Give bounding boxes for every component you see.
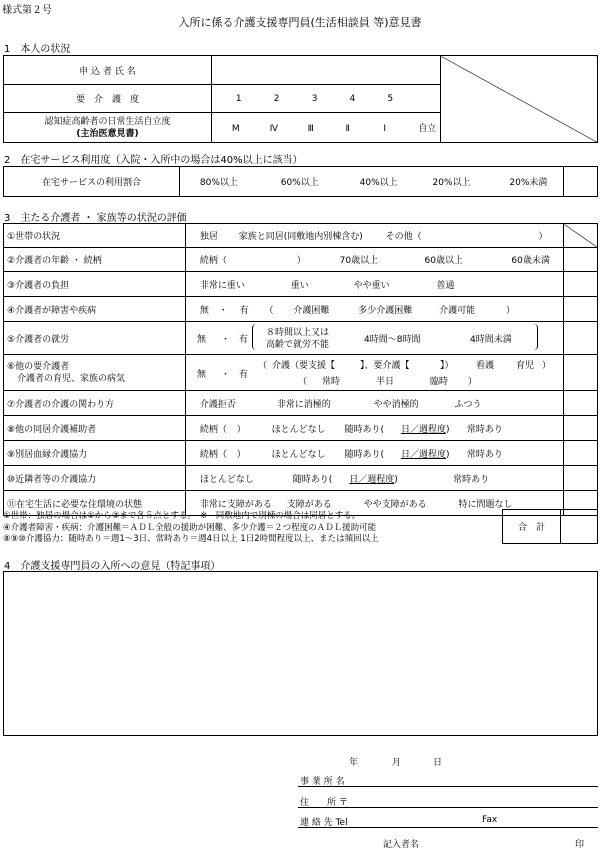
score-cell[interactable]	[564, 466, 598, 491]
paren-open: （	[264, 305, 274, 316]
neighbors-options[interactable]	[186, 466, 564, 491]
row-label-environment: ⑪在宅生活に必要な住環境の状態	[4, 491, 186, 516]
paren-close: ）	[468, 377, 478, 387]
section2-heading: 2 在宅サービス利用度（入院・入所中の場合は40%以上に該当）	[4, 155, 303, 166]
opt-somewhat-problematic[interactable]: やや支障がある	[363, 499, 427, 510]
opt-burden-normal[interactable]: 普通	[436, 280, 455, 291]
note-2: ④介護者障害・疾病：介護困難＝ＡＤＬ全般の援助が困難、多少介護＝２つ程度のＡＤＬ援助可能	[3, 522, 377, 533]
opt-very-problematic[interactable]: 非常に支障がある	[199, 499, 272, 510]
care-level-5[interactable]: 5	[387, 93, 394, 104]
dot: ・	[221, 335, 231, 345]
days-per-week[interactable]: 日／週程度	[349, 474, 395, 485]
care-level-mid: 】、要介護【	[360, 361, 410, 371]
service-usage-label: 在宅サービスの利用割合	[4, 167, 180, 197]
row-label-neighbors: ⑩近隣者等の介護協力	[4, 466, 186, 491]
age-options[interactable]	[186, 248, 564, 272]
opt-burden-somewhat[interactable]: やや重い	[353, 280, 390, 291]
blank-diagonal-cell	[564, 224, 598, 248]
opt-somewhat-passive[interactable]: やや消極的	[373, 399, 419, 410]
opt-4-8h[interactable]: 4時間～8時間	[364, 335, 421, 345]
address-label: 住 所 〒	[300, 798, 348, 808]
care-level-1[interactable]: 1	[235, 93, 242, 104]
relation-close: ）	[236, 424, 246, 435]
paren-close: ）	[542, 361, 552, 371]
usage-80[interactable]: 80%以上	[199, 178, 238, 188]
other-care-options[interactable]	[186, 355, 564, 391]
total-score[interactable]	[561, 510, 598, 544]
care-level-4[interactable]: 4	[349, 93, 356, 104]
opt-nursing[interactable]: 看護	[476, 361, 495, 371]
opt-none[interactable]: 無	[197, 335, 207, 345]
dementia-level-4[interactable]: Ⅳ	[269, 124, 279, 134]
opt-yes[interactable]: 有	[239, 305, 249, 316]
dementia-label	[4, 113, 212, 143]
section1-heading: 1 本人の状況	[4, 44, 71, 55]
score-cell[interactable]	[564, 355, 598, 391]
burden-options[interactable]	[186, 272, 564, 297]
applicant-name-label: 申 込 者 氏 名	[4, 56, 212, 85]
score-cell[interactable]	[564, 272, 598, 297]
section4-heading: 4 介護支援専門員の入所への意見（特記事項）	[4, 561, 221, 572]
opt-sometimes[interactable]: 随時あり(	[344, 424, 385, 435]
note-1: ①世帯：独居の場合は①から③まで各５点とする。 ※ 同敷地内で別棟の場合は同居とする。	[3, 511, 361, 521]
disability-options[interactable]	[186, 297, 564, 322]
care-level-3[interactable]: 3	[311, 93, 318, 104]
opt-sometimes[interactable]: 随時あり(	[344, 449, 385, 460]
relation-close: ）	[296, 256, 306, 266]
service-usage-options[interactable]	[180, 167, 564, 197]
opt-sometimes[interactable]: 随時あり(	[292, 474, 333, 485]
service-usage-score[interactable]	[564, 167, 598, 197]
row-label-burden: ③介護者の負担	[4, 272, 186, 297]
usage-20[interactable]: 20%以上	[432, 178, 471, 188]
paren-open: （	[258, 361, 268, 371]
opt-somewhat-difficult[interactable]: 多少介護困難	[358, 305, 413, 316]
row-label-disability: ④介護者が障害や疾病	[4, 297, 186, 322]
relation-open[interactable]: 続柄（	[199, 256, 227, 266]
opinion-textarea[interactable]	[3, 571, 598, 736]
total-label: 合 計	[503, 510, 561, 544]
opt-almost-none[interactable]: ほとんどなし	[199, 474, 254, 485]
dot: ・	[221, 370, 231, 380]
usage-40[interactable]: 40%以上	[359, 178, 398, 188]
opt-always[interactable]: 常時	[322, 377, 341, 387]
relation-open[interactable]: 続柄（	[199, 449, 227, 460]
opt-none[interactable]: 無	[199, 305, 209, 316]
household-options[interactable]	[186, 224, 564, 248]
opt-care-support[interactable]: 介護（要支援【	[272, 361, 336, 371]
writer-label: 記入者名	[383, 840, 420, 850]
row-label-line1: ⑥他の要介護者	[7, 361, 70, 372]
seal-label: 印	[575, 840, 585, 850]
care-level-label: 要 介 護 度	[4, 85, 212, 113]
paren-close: )	[446, 424, 450, 435]
score-cell[interactable]	[564, 441, 598, 466]
opt-care-possible[interactable]: 介護可能	[439, 305, 476, 316]
opt-half-day[interactable]: 半日	[376, 377, 395, 387]
score-cell[interactable]	[564, 297, 598, 322]
total-box	[502, 509, 598, 544]
opt-other[interactable]: その他（	[385, 232, 422, 242]
opt-problematic[interactable]: 支障がある	[286, 499, 332, 510]
opt-age-under-60[interactable]: 60歳未満	[511, 256, 550, 266]
score-cell[interactable]	[564, 248, 598, 272]
opt-living-alone[interactable]: 独居	[199, 232, 218, 242]
care-level-2[interactable]: 2	[273, 93, 280, 104]
opt-age-70-plus[interactable]: 70歳以上	[339, 256, 379, 266]
opt-living-with-family[interactable]: 家族と同居(同敷地内別棟含む)	[238, 232, 363, 242]
involvement-options[interactable]	[186, 391, 564, 416]
date-month[interactable]: 月	[392, 758, 402, 768]
relation-open[interactable]: 続柄（	[199, 424, 227, 435]
opt-almost-none[interactable]: ほとんどなし	[271, 424, 326, 435]
dementia-level-independent[interactable]: 自立	[418, 124, 437, 134]
personal-status-table	[3, 55, 598, 143]
opt-age-60-plus[interactable]: 60歳以上	[424, 256, 463, 266]
tel-label: 連 絡 先 Tel	[300, 818, 348, 828]
opt-always[interactable]: 常時あり	[466, 424, 503, 435]
date-day[interactable]: 日	[433, 758, 443, 768]
service-usage-table	[3, 166, 598, 197]
opt-almost-none[interactable]: ほとんどなし	[271, 449, 326, 460]
row-label-relatives: ⑨別居血縁介護協力	[4, 441, 186, 466]
dementia-label-sub: (主治医意見書)	[76, 128, 139, 139]
opt-burden-heavy[interactable]: 重い	[290, 280, 309, 291]
employment-options[interactable]	[186, 322, 564, 355]
usage-under-20[interactable]: 20%未満	[509, 178, 548, 188]
contact-field[interactable]	[298, 815, 598, 828]
paren-open: （	[298, 377, 308, 387]
opt-8h-over[interactable]: ８時間以上又は	[266, 328, 330, 338]
paren-close: )	[394, 474, 398, 485]
score-cell[interactable]	[564, 322, 598, 355]
relation-close: ）	[236, 449, 246, 460]
form-number: 様式第２号	[2, 5, 52, 16]
usage-60[interactable]: 60%以上	[280, 178, 319, 188]
opt-refuse[interactable]: 介護拒否	[199, 399, 236, 410]
opt-occasional[interactable]: 臨時	[430, 377, 449, 387]
opt-yes[interactable]: 有	[239, 335, 249, 345]
row-label-other-care	[4, 355, 186, 391]
days-per-week[interactable]: 日／週程度	[401, 449, 447, 460]
days-per-week[interactable]: 日／週程度	[401, 424, 447, 435]
opt-normal[interactable]: ふつう	[454, 399, 482, 410]
opt-very-passive[interactable]: 非常に消極的	[276, 399, 331, 410]
paren-close: )	[446, 449, 450, 460]
office-name-field[interactable]	[298, 774, 598, 787]
care-level-close: 】）	[440, 361, 454, 371]
section3-heading: 3 主たる介護者 ・ 家族等の状況の評価	[4, 213, 187, 224]
note-3: ⑧⑨⑩介護協力：随時あり＝週1～3日、常時あり＝週4日以上 1日2時間程度以上、または頻回以上	[3, 534, 379, 544]
dementia-level-m[interactable]: M	[231, 124, 240, 134]
score-cell[interactable]	[564, 416, 598, 441]
office-name-label: 事 業 所 名	[300, 777, 345, 787]
dementia-level-options[interactable]	[212, 113, 441, 143]
blank-diagonal-cell	[441, 56, 598, 143]
opt-none[interactable]: 無	[197, 370, 207, 380]
dementia-level-1[interactable]: Ⅰ	[383, 124, 387, 134]
opt-no-problem[interactable]: 特に問題なし	[458, 499, 513, 510]
opt-care-difficult[interactable]: 介護困難	[293, 305, 330, 316]
paren-close: ）	[538, 232, 548, 242]
row-label-line2: 介護者の育児、家族の病気	[17, 373, 126, 384]
dementia-label-main: 認知症高齢者の日常生活自立度	[44, 116, 171, 127]
row-label-cohabitant: ⑧他の同居介護補助者	[4, 416, 186, 441]
score-cell[interactable]	[564, 391, 598, 416]
dementia-level-2[interactable]: Ⅱ	[345, 124, 350, 134]
opt-burden-very-heavy[interactable]: 非常に重い	[199, 280, 245, 291]
date-year[interactable]: 年	[349, 758, 359, 768]
dot: ・	[218, 305, 228, 316]
row-label-involvement: ⑦介護者の介護の関わり方	[4, 391, 186, 416]
cohabitant-options[interactable]	[186, 416, 564, 441]
row-label-household: ①世帯の状況	[4, 224, 186, 248]
notes	[3, 511, 379, 546]
opt-childcare[interactable]: 育児	[516, 361, 535, 371]
opt-unable-elderly[interactable]: 高齢で就労不能	[266, 340, 330, 350]
page-title: 入所に係る介護支援専門員(生活相談員 等)意見書	[178, 16, 422, 29]
row-label-employment: ⑤介護者の就労	[4, 322, 186, 355]
caregiver-evaluation-table	[3, 223, 598, 516]
opt-yes[interactable]: 有	[239, 370, 249, 380]
relatives-options[interactable]	[186, 441, 564, 466]
applicant-name-field[interactable]	[212, 56, 441, 85]
dementia-level-3[interactable]: Ⅲ	[307, 124, 314, 134]
paren-close: ）	[506, 305, 516, 316]
address-field[interactable]	[298, 795, 598, 808]
opt-under-4h[interactable]: 4時間未満	[470, 335, 512, 345]
row-label-age: ②介護者の年齢 ・ 続柄	[4, 248, 186, 272]
opt-always[interactable]: 常時あり	[466, 449, 503, 460]
fax-label: Fax	[482, 815, 498, 825]
care-level-options[interactable]	[212, 85, 441, 113]
opt-always[interactable]: 常時あり	[453, 474, 490, 485]
